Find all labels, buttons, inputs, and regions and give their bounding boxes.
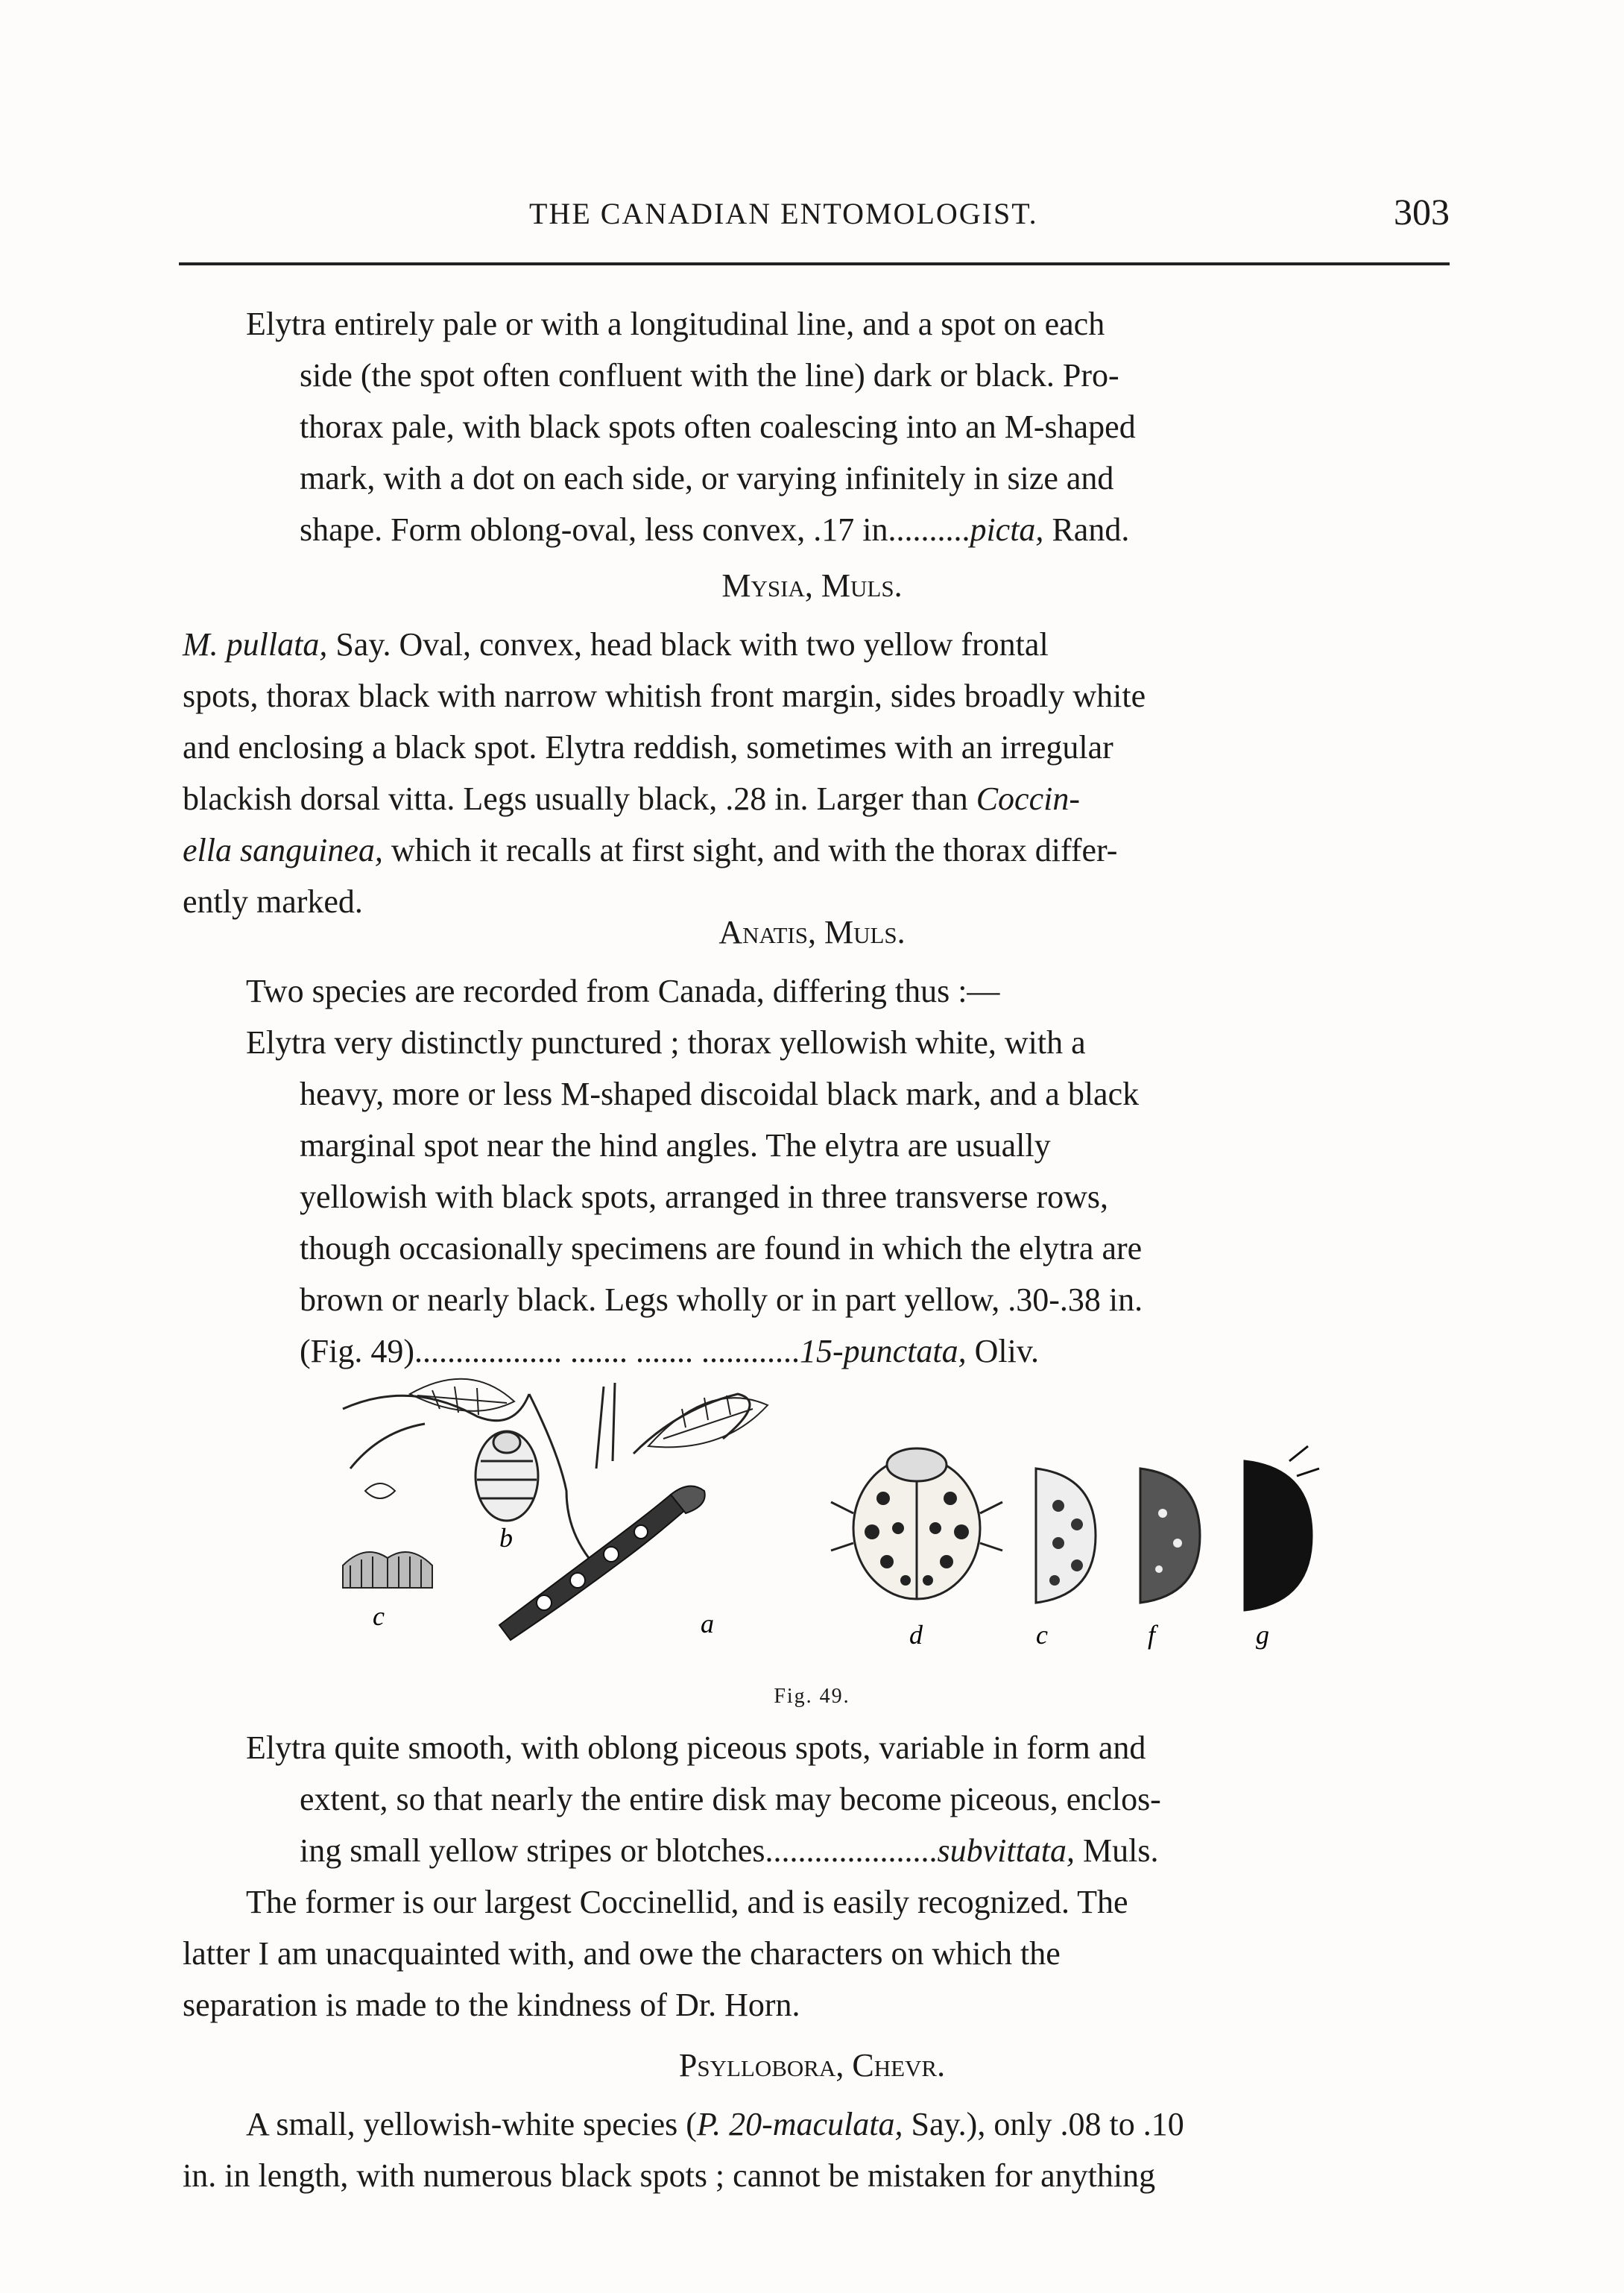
picta-description — [246, 298, 1447, 555]
page-header — [179, 190, 1450, 242]
text-line — [300, 1223, 1447, 1274]
species-name: P. 20-maculata, — [696, 2106, 903, 2142]
species-name: M. pullata, — [183, 626, 328, 663]
text-line-content: thorax pale, with black spots often coalescing into an M-shaped — [300, 409, 1136, 445]
text-line-content: which it recalls at first sight, and with the thorax differ- — [382, 832, 1118, 868]
text-line — [183, 824, 1450, 876]
text-line-content: brown or nearly black. Legs wholly or in part yellow, .30-.38 in. — [300, 1281, 1143, 1318]
species-name: picta, — [970, 511, 1044, 548]
psyllobora-description — [183, 2098, 1450, 2201]
figure-label: a — [701, 1609, 714, 1638]
text-line — [300, 504, 1447, 555]
text-line-content: marginal spot near the hind angles. The elytra are usually — [300, 1127, 1051, 1164]
text-line-content: A small, yellowish-white species ( — [246, 2106, 697, 2142]
anatis-15-punctata-description — [246, 1017, 1447, 1377]
text-line — [183, 1979, 1450, 2031]
figure-label: d — [909, 1620, 923, 1650]
text-line-content: mark, with a dot on each side, or varying infinitely in size and — [300, 460, 1114, 496]
figure-caption: Fig. 49. — [774, 1685, 850, 1708]
text-line-content: though occasionally specimens are found in which the elytra are — [300, 1230, 1143, 1267]
author-name: Rand. — [1043, 511, 1130, 548]
figure-label: f — [1148, 1620, 1156, 1650]
closing-paragraph — [183, 1876, 1450, 2031]
running-head: THE CANADIAN ENTOMOLOGIST. — [529, 197, 1038, 230]
beetle-side-view-e-drawing — [1036, 1469, 1096, 1603]
text-line — [246, 1722, 1447, 1773]
text-line — [183, 722, 1450, 773]
text-line — [300, 1274, 1447, 1325]
text-line-content: latter I am unacquainted with, and owe the characters on which the — [183, 1935, 1061, 1972]
text-line-content: separation is made to the kindness of Dr. Horn. — [183, 1987, 800, 2023]
text-line-content: spots, thorax black with narrow whitish front margin, sides broadly white — [183, 678, 1146, 714]
text-line-content: Elytra very distinctly punctured ; thorax yellowish white, with a — [246, 1024, 1086, 1061]
text-line — [183, 1928, 1450, 1979]
author-name: Muls. — [1075, 1832, 1159, 1869]
text-line-content: Say.), only .08 to .10 — [903, 2106, 1184, 2142]
figure-label: g — [1256, 1620, 1269, 1650]
text-line-content: The former is our largest Coccinellid, and is easily recognized. The — [246, 1884, 1128, 1920]
figure-label: c — [373, 1601, 385, 1631]
text-line-content: Elytra quite smooth, with oblong piceous spots, variable in form and — [246, 1729, 1146, 1766]
leaf-drawing — [410, 1379, 768, 1448]
genus-heading-psyllobora: Psyllobora, Chevr. — [678, 2047, 946, 2084]
author-name: Oliv. — [966, 1333, 1040, 1369]
text-line-content: and enclosing a black spot. Elytra reddish, sometimes with an irregular — [183, 729, 1113, 766]
beetle-side-view-f-drawing — [1140, 1469, 1200, 1603]
text-line — [183, 670, 1450, 722]
text-line — [300, 1773, 1447, 1825]
text-line — [183, 619, 1450, 670]
species-name: ella sanguinea, — [183, 832, 383, 868]
text-line — [246, 1876, 1450, 1928]
egg-cluster-c-drawing — [343, 1483, 432, 1588]
adult-beetle-d-drawing — [831, 1448, 1002, 1599]
mysia-description — [183, 619, 1450, 927]
plant-stem-drawing — [343, 1383, 750, 1558]
text-line-content: yellowish with black spots, arranged in three transverse rows, — [300, 1179, 1109, 1215]
text-line-content: side (the spot often confluent with the line) dark or black. Pro- — [300, 357, 1119, 394]
text-line-content: blackish dorsal vitta. Legs usually black, .28 in. Larger than — [183, 780, 976, 817]
species-name: subvittata, — [937, 1832, 1075, 1869]
text-line — [300, 1171, 1447, 1223]
beetle-figure-svg — [320, 1364, 1364, 1677]
genus-heading-anatis: Anatis, Muls. — [718, 914, 906, 950]
text-line — [183, 773, 1450, 824]
text-line — [300, 452, 1447, 504]
text-line — [300, 1068, 1447, 1120]
text-line — [246, 1017, 1447, 1068]
text-line — [300, 401, 1447, 452]
text-line-content: Say. Oval, convex, head black with two yellow frontal — [327, 626, 1049, 663]
text-line-content: Elytra entirely pale or with a longitudinal line, and a spot on each — [246, 306, 1105, 342]
text-line-content: shape. Form oblong-oval, less convex, .17 in.......... — [300, 511, 970, 548]
pupa-b-drawing — [475, 1431, 538, 1521]
header-rule — [179, 262, 1450, 265]
species-name: Coccin- — [976, 780, 1080, 817]
text-line-content: Two species are recorded from Canada, differing thus :— — [246, 973, 1000, 1009]
text-line — [246, 965, 1447, 1017]
text-line-content: ently marked. — [183, 883, 363, 920]
larva-a-drawing — [499, 1486, 705, 1640]
text-line — [300, 1120, 1447, 1171]
text-line-content: in. in length, with numerous black spots ; cannot be mistaken for anything — [183, 2157, 1156, 2194]
text-line-content: ing small yellow stripes or blotches..................... — [300, 1832, 938, 1869]
species-name: 15-punctata, — [800, 1333, 967, 1369]
text-line — [246, 2098, 1450, 2150]
subvittata-description — [246, 1722, 1447, 1876]
figure-49-illustration — [320, 1364, 1364, 1677]
figure-label: b — [499, 1523, 513, 1553]
text-line-content: extent, so that nearly the entire disk may become piceous, enclos- — [300, 1781, 1161, 1817]
text-line — [300, 350, 1447, 401]
text-line — [300, 1825, 1447, 1876]
text-line-content: (Fig. 49).................. ....... ....... ............ — [300, 1333, 800, 1369]
text-line — [246, 298, 1447, 350]
page-number: 303 — [1394, 191, 1450, 233]
beetle-side-view-g-drawing — [1245, 1446, 1319, 1610]
figure-label: c — [1036, 1620, 1048, 1650]
text-line — [183, 2150, 1450, 2201]
text-line-content: heavy, more or less M-shaped discoidal black mark, and a black — [300, 1076, 1140, 1112]
genus-heading-mysia: Mysia, Muls. — [721, 567, 903, 604]
anatis-intro — [246, 965, 1447, 1017]
